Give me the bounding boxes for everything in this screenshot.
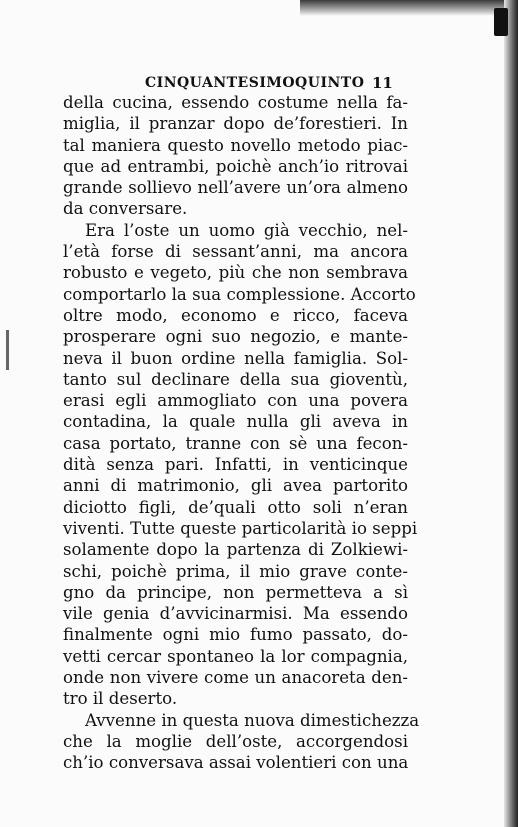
text-line: anni di matrimonio, gli avea partorito (63, 476, 408, 496)
text-line: viventi. Tutte queste particolarità io seppi (63, 518, 418, 538)
running-title: CINQUANTESIMOQUINTO (145, 75, 365, 91)
text-line: oltre modo, economo e ricco, faceva (63, 305, 408, 325)
text-line: vile genia d’avvicinarmisi. Ma essendo (63, 604, 408, 624)
text-line: finalmente ogni mio fumo passato, do- (63, 625, 408, 645)
text-line: schi, poichè prima, il mio grave conte- (63, 561, 408, 581)
text-line: grande sollievo nell’avere un’ora almeno (63, 178, 408, 198)
text-line: dità senza pari. Infatti, in venticinque (63, 455, 408, 475)
text-line: neva il buon ordine nella famiglia. Sol- (63, 348, 408, 368)
text-line: tal maniera questo novello metodo piac- (63, 135, 408, 155)
text-line: miglia, il pranzar dopo de’forestieri. In (63, 114, 408, 134)
text-line: l’età forse di sessant’anni, ma ancora (63, 242, 408, 262)
text-line: che la moglie dell’oste, accorgendosi (63, 731, 408, 751)
scan-shadow-top (300, 0, 518, 16)
text-line: robusto e vegeto, più che non sembrava (63, 263, 408, 283)
text-line: casa portato, tranne con sè una fecon- (63, 433, 408, 453)
text-line: prosperare ogni suo negozio, e mante- (63, 327, 408, 347)
text-line: ch’io conversava assai volentieri con una (63, 753, 409, 773)
text-line: onde non vivere come un anacoreta den- (63, 668, 408, 688)
text-line: diciotto figli, de’quali otto soli n’eran (63, 497, 408, 517)
scan-shadow-right (504, 0, 518, 827)
body-text (63, 92, 420, 774)
margin-mark (6, 330, 9, 370)
page-number: 11 (372, 74, 393, 92)
text-line: solamente dopo la partenza di Zolkiewi- (63, 540, 408, 560)
text-line: tro il deserto. (63, 689, 178, 709)
text-line: da conversare. (63, 199, 188, 219)
text-line: tanto sul declinare della sua gioventù, (63, 369, 408, 389)
text-line: della cucina, essendo costume nella fa- (63, 93, 408, 112)
text-line: vetti cercar spontaneo la lor compagnia, (63, 646, 408, 666)
text-line: gno da principe, non permetteva a sì (63, 582, 408, 602)
text-line: contadina, la quale nulla gli aveva in (63, 412, 408, 432)
page-clip-mark (494, 8, 508, 36)
text-line: Era l’oste un uomo già vecchio, nel- (85, 220, 408, 240)
text-line: erasi egli ammogliato con una povera (63, 391, 408, 411)
text-line: comportarlo la sua complessione. Accorto (63, 284, 416, 304)
text-line: que ad entrambi, poichè anch’io ritrovai (63, 156, 408, 176)
text-line: Avvenne in questa nuova dimestichezza (85, 710, 420, 730)
